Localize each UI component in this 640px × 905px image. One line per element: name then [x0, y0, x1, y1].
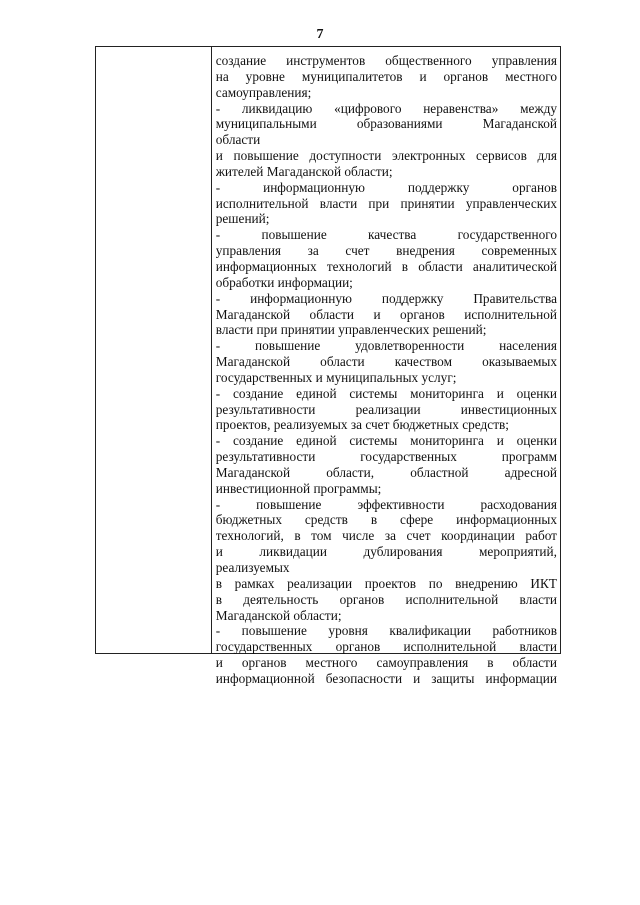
text-line: информационных технологий в области аналитической	[215, 258, 557, 274]
text-line: обработки информации;	[215, 274, 353, 290]
text-line: в деятельность органов исполнительной власти	[215, 591, 557, 607]
text-line: власти при принятии управленческих решений;	[215, 322, 487, 338]
text-line: управления за счет внедрения современных	[215, 243, 557, 259]
text-line: муниципальными образованиями Магаданской	[215, 116, 557, 132]
text-line: Магаданской области, областной адресной	[215, 464, 557, 480]
text-line: - повышение эффективности расходования	[215, 496, 557, 512]
text-line: Магаданской области качеством оказываемых	[215, 354, 557, 370]
text-line: решений;	[215, 211, 270, 227]
text-line: области	[215, 132, 261, 148]
text-line: - ликвидацию «цифрового неравенства» между	[215, 100, 557, 116]
text-line: инвестиционной программы;	[215, 480, 382, 496]
text-line: государственных органов исполнительной власти	[215, 639, 557, 655]
text-line: создание инструментов общественного управления	[215, 53, 557, 68]
text-line: проектов, реализуемых за счет бюджетных средств;	[215, 417, 509, 433]
text-line: результативности государственных программ	[215, 449, 557, 465]
text-line: на уровне муниципалитетов и органов местного	[215, 68, 557, 84]
text-line: - создание единой системы мониторинга и оценки	[215, 433, 557, 449]
text-line: технологий, в том числе за счет координации работ	[215, 528, 557, 544]
text-line: исполнительной власти при принятии управленческих	[215, 195, 557, 211]
text-line: - повышение уровня квалификации работников	[215, 623, 557, 639]
text-line: Магаданской области и органов исполнительной	[215, 306, 557, 322]
text-line: реализуемых	[215, 560, 290, 575]
text-line: информационной безопасности и защиты информации	[215, 670, 557, 686]
text-line: Магаданской области;	[215, 607, 342, 623]
document-table	[95, 46, 561, 686]
text-line: и повышение доступности электронных сервисов для	[215, 148, 557, 164]
text-line: - информационную поддержку органов	[215, 179, 557, 195]
text-line: в рамках реализации проектов по внедрению ИКТ	[215, 575, 557, 591]
text-line: государственных и муниципальных услуг;	[215, 369, 457, 385]
text-line: жителей Магаданской области;	[215, 163, 393, 179]
text-line: - информационную поддержку Правительства	[215, 290, 557, 306]
page-number: 7	[316, 27, 324, 42]
text-line: - создание единой системы мониторинга и оценки	[215, 385, 557, 401]
text-line: - повышение качества государственного	[215, 227, 557, 243]
text-line: результативности реализации инвестиционных	[215, 401, 557, 417]
text-line: и ликвидации дублирования мероприятий,	[215, 544, 557, 560]
text-line: бюджетных средств в сфере информационных	[215, 512, 557, 528]
text-line: самоуправления;	[215, 84, 312, 100]
text-line: и органов местного самоуправления в области	[215, 655, 557, 671]
text-line: - повышение удовлетворенности населения	[215, 338, 557, 354]
table-right-cell	[212, 47, 560, 686]
table-left-cell	[96, 47, 212, 653]
